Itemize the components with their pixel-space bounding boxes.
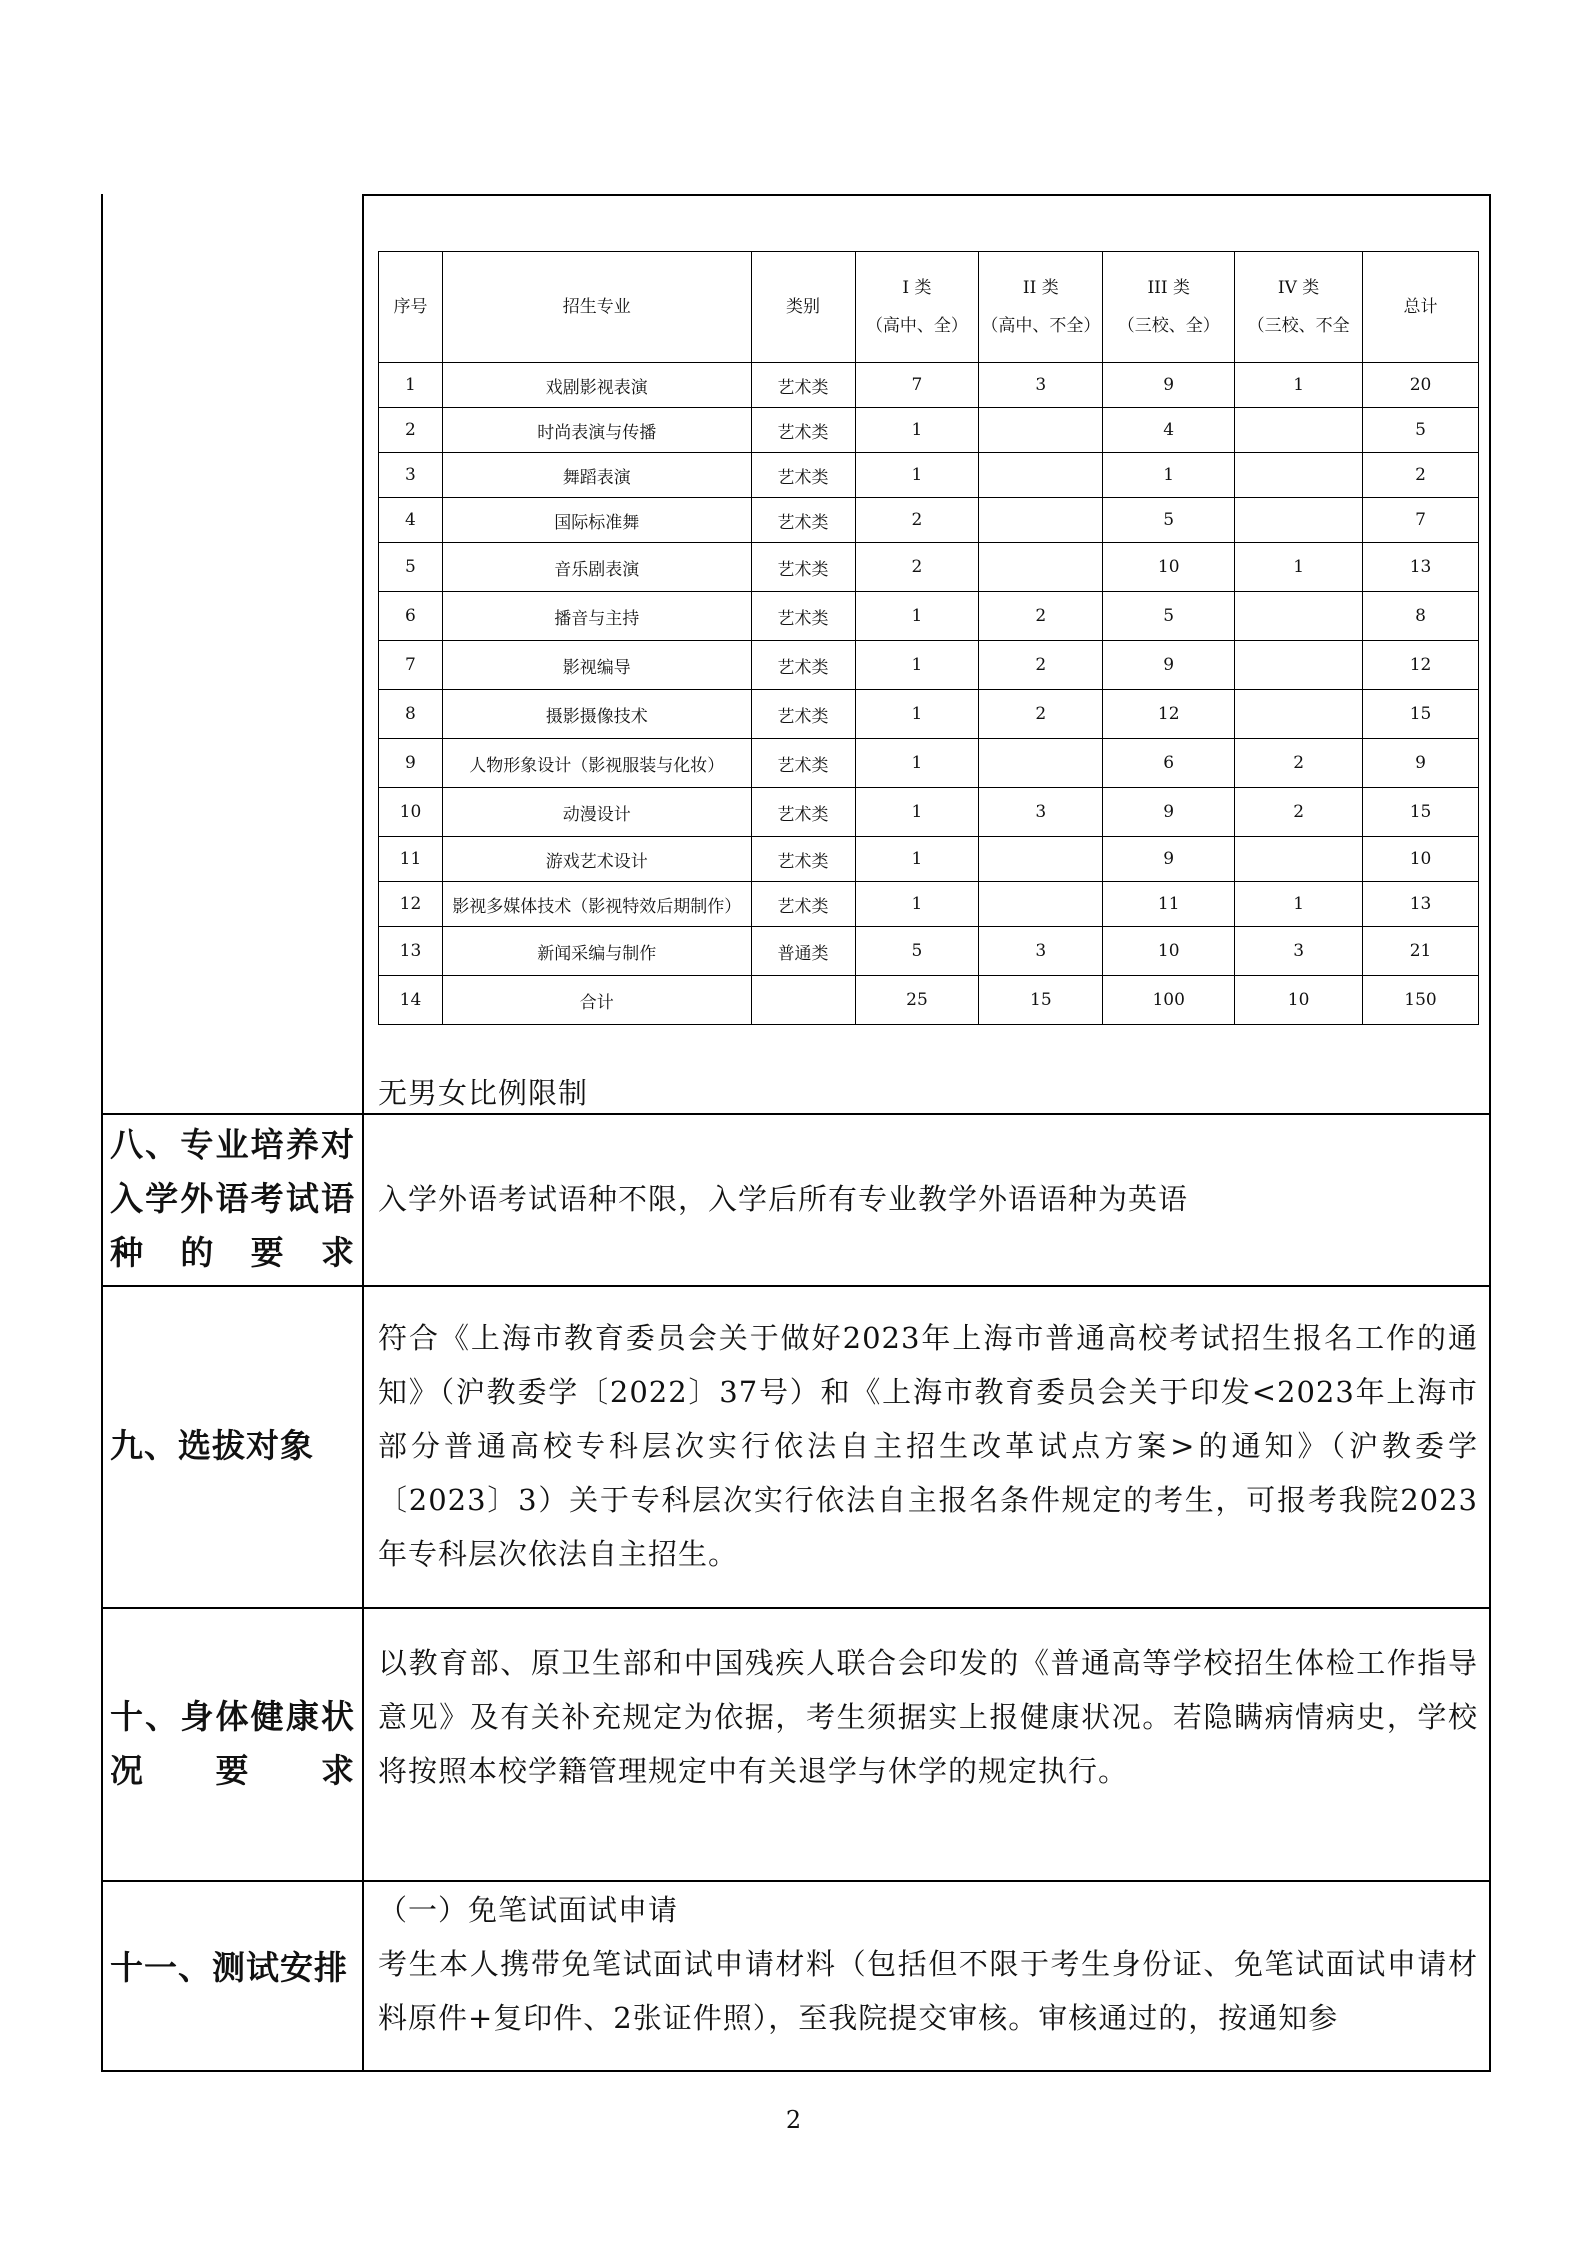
row-divider-section9 — [101, 1285, 1491, 1287]
table-row — [379, 543, 1479, 592]
cell-major: 影视编导 — [442, 641, 751, 690]
cell-category — [751, 976, 855, 1025]
cell-no: 12 — [379, 882, 443, 927]
cell-total: 150 — [1363, 976, 1479, 1025]
gender-note: 无男女比例限制 — [378, 1076, 589, 1110]
cell-c4 — [1235, 498, 1363, 543]
table-row — [379, 498, 1479, 543]
cell-c1: 1 — [855, 592, 979, 641]
cell-total: 20 — [1363, 363, 1479, 408]
header-class-1-name: I 类 — [902, 278, 932, 298]
header-class-4 — [1235, 252, 1363, 363]
header-class-1-sub: （高中、全） — [865, 316, 968, 336]
cell-c4: 2 — [1235, 788, 1363, 837]
cell-c1: 1 — [855, 408, 979, 453]
cell-category: 艺术类 — [751, 363, 855, 408]
section10-label: 十、身体健康状况要求 — [110, 1697, 355, 1790]
cell-major: 舞蹈表演 — [442, 453, 751, 498]
cell-c4: 2 — [1235, 739, 1363, 788]
cell-c1: 1 — [855, 788, 979, 837]
cell-c3: 100 — [1103, 976, 1235, 1025]
cell-no: 10 — [379, 788, 443, 837]
cell-c1: 1 — [855, 837, 979, 882]
cell-c1: 1 — [855, 739, 979, 788]
table-row — [379, 788, 1479, 837]
cell-no: 14 — [379, 976, 443, 1025]
table-row — [379, 837, 1479, 882]
cell-c3: 4 — [1103, 408, 1235, 453]
cell-no: 13 — [379, 927, 443, 976]
cell-no: 3 — [379, 453, 443, 498]
cell-c2 — [979, 882, 1103, 927]
header-class-3-name: III 类 — [1147, 278, 1190, 298]
column-divider — [362, 194, 364, 2072]
header-total: 总计 — [1363, 252, 1479, 363]
table-row — [379, 739, 1479, 788]
cell-c1: 2 — [855, 498, 979, 543]
table-row — [379, 363, 1479, 408]
cell-c4 — [1235, 592, 1363, 641]
cell-category: 艺术类 — [751, 453, 855, 498]
cell-c3: 10 — [1103, 543, 1235, 592]
header-class-2-name: II 类 — [1022, 278, 1059, 298]
table-row — [379, 976, 1479, 1025]
cell-c4 — [1235, 641, 1363, 690]
cell-no: 1 — [379, 363, 443, 408]
cell-c2 — [979, 453, 1103, 498]
cell-total: 5 — [1363, 408, 1479, 453]
header-class-2 — [979, 252, 1103, 363]
section11-subheading: （一）免笔试面试申请 — [378, 1893, 679, 1927]
cell-total: 13 — [1363, 543, 1479, 592]
cell-category: 艺术类 — [751, 641, 855, 690]
cell-category: 艺术类 — [751, 543, 855, 592]
section8-label: 八、专业培养对入学外语考试语种的要求 — [110, 1125, 355, 1272]
table-row — [379, 592, 1479, 641]
section11-text: 考生本人携带免笔试面试申请材料（包括但不限于考生身份证、免笔试面试申请材料原件+复印件、2张证件照），至我院提交审核。审核通过的，按通知参 — [378, 1947, 1478, 2035]
cell-c2: 2 — [979, 690, 1103, 739]
cell-c2: 3 — [979, 788, 1103, 837]
cell-c3: 11 — [1103, 882, 1235, 927]
cell-major: 新闻采编与制作 — [442, 927, 751, 976]
cell-category: 艺术类 — [751, 788, 855, 837]
cell-category: 艺术类 — [751, 592, 855, 641]
cell-no: 6 — [379, 592, 443, 641]
row-divider-section10 — [101, 1607, 1491, 1609]
cell-total: 13 — [1363, 882, 1479, 927]
cell-no: 7 — [379, 641, 443, 690]
cell-major: 动漫设计 — [442, 788, 751, 837]
cell-c1: 7 — [855, 363, 979, 408]
cell-no: 8 — [379, 690, 443, 739]
header-major: 招生专业 — [442, 252, 751, 363]
cell-total: 2 — [1363, 453, 1479, 498]
table-header-row — [379, 252, 1479, 363]
cell-total: 8 — [1363, 592, 1479, 641]
cell-c2 — [979, 739, 1103, 788]
cell-c4 — [1235, 408, 1363, 453]
cell-c4 — [1235, 837, 1363, 882]
cell-c4: 3 — [1235, 927, 1363, 976]
cell-c1: 5 — [855, 927, 979, 976]
cell-c3: 9 — [1103, 641, 1235, 690]
cell-major: 播音与主持 — [442, 592, 751, 641]
cell-c4: 10 — [1235, 976, 1363, 1025]
header-class-2-sub: （高中、不全） — [981, 316, 1101, 336]
cell-major: 戏剧影视表演 — [442, 363, 751, 408]
page-number: 2 — [785, 2106, 802, 2134]
cell-no: 4 — [379, 498, 443, 543]
table-row — [379, 927, 1479, 976]
cell-c3: 5 — [1103, 498, 1235, 543]
cell-c4: 1 — [1235, 363, 1363, 408]
cell-c3: 6 — [1103, 739, 1235, 788]
cell-major: 时尚表演与传播 — [442, 408, 751, 453]
table-row — [379, 453, 1479, 498]
table-row — [379, 882, 1479, 927]
header-class-3 — [1103, 252, 1235, 363]
cell-category: 艺术类 — [751, 739, 855, 788]
cell-category: 艺术类 — [751, 690, 855, 739]
table-row — [379, 408, 1479, 453]
header-class-1 — [855, 252, 979, 363]
cell-major: 影视多媒体技术（影视特效后期制作） — [442, 882, 751, 927]
cell-total: 15 — [1363, 690, 1479, 739]
cell-c2 — [979, 408, 1103, 453]
cell-category: 艺术类 — [751, 882, 855, 927]
cell-c2 — [979, 837, 1103, 882]
cell-c3: 9 — [1103, 363, 1235, 408]
cell-c3: 10 — [1103, 927, 1235, 976]
cell-major: 音乐剧表演 — [442, 543, 751, 592]
cell-major: 游戏艺术设计 — [442, 837, 751, 882]
header-no: 序号 — [379, 252, 443, 363]
section10-text: 以教育部、原卫生部和中国残疾人联合会印发的《普通高等学校招生体检工作指导意见》及有关补充规定为依据，考生须据实上报健康状况。若隐瞒病情病史，学校将按照本校学籍管理规定中有关退学与休学的规定执行。 — [378, 1646, 1478, 1788]
cell-no: 5 — [379, 543, 443, 592]
section9-label: 九、选拔对象 — [110, 1426, 314, 1465]
cell-c1: 1 — [855, 641, 979, 690]
cell-no: 11 — [379, 837, 443, 882]
row-divider-top — [362, 194, 1491, 196]
table-row — [379, 641, 1479, 690]
table-row — [379, 690, 1479, 739]
header-class-3-sub: （三校、全） — [1117, 316, 1220, 336]
section9-text: 符合《上海市教育委员会关于做好2023年上海市普通高校考试招生报名工作的通知》（沪教委学〔2022〕37号）和《上海市教育委员会关于印发<2023年上海市部分普通高校专科层次实行依法自主招生改革试点方案>的通知》（沪教委学〔2023〕3）关于专科层次实行依法自主报名条件规定的考生，可报考我院2023年专科层次依法自主招生。 — [378, 1321, 1478, 1571]
cell-c1: 1 — [855, 690, 979, 739]
row-divider-section11 — [101, 1880, 1491, 1882]
cell-no: 2 — [379, 408, 443, 453]
cell-total: 9 — [1363, 739, 1479, 788]
cell-major: 合计 — [442, 976, 751, 1025]
cell-c2: 2 — [979, 592, 1103, 641]
cell-total: 10 — [1363, 837, 1479, 882]
header-class-4-name: IV 类 — [1277, 278, 1320, 298]
cell-category: 艺术类 — [751, 408, 855, 453]
cell-category: 艺术类 — [751, 837, 855, 882]
cell-c3: 5 — [1103, 592, 1235, 641]
cell-c2: 3 — [979, 363, 1103, 408]
cell-c1: 1 — [855, 453, 979, 498]
cell-c4 — [1235, 453, 1363, 498]
header-class-4-sub: （三校、不全 — [1247, 316, 1350, 336]
cell-c2: 15 — [979, 976, 1103, 1025]
cell-c2: 2 — [979, 641, 1103, 690]
cell-total: 15 — [1363, 788, 1479, 837]
table-body — [379, 363, 1479, 1025]
section8-text: 入学外语考试语种不限，入学后所有专业教学外语语种为英语 — [378, 1182, 1189, 1216]
cell-c2: 3 — [979, 927, 1103, 976]
cell-c1: 1 — [855, 882, 979, 927]
cell-total: 12 — [1363, 641, 1479, 690]
cell-major: 国际标准舞 — [442, 498, 751, 543]
cell-c4: 1 — [1235, 543, 1363, 592]
cell-c2 — [979, 543, 1103, 592]
cell-category: 艺术类 — [751, 498, 855, 543]
cell-major: 人物形象设计（影视服装与化妆） — [442, 739, 751, 788]
cell-c3: 1 — [1103, 453, 1235, 498]
cell-c4 — [1235, 690, 1363, 739]
cell-c3: 9 — [1103, 788, 1235, 837]
cell-no: 9 — [379, 739, 443, 788]
section11-label: 十一、测试安排 — [110, 1948, 348, 1987]
cell-c3: 12 — [1103, 690, 1235, 739]
header-category: 类别 — [751, 252, 855, 363]
cell-c1: 2 — [855, 543, 979, 592]
cell-total: 21 — [1363, 927, 1479, 976]
cell-c1: 25 — [855, 976, 979, 1025]
enrollment-quota-table — [378, 251, 1479, 1025]
cell-category: 普通类 — [751, 927, 855, 976]
cell-c2 — [979, 498, 1103, 543]
cell-c3: 9 — [1103, 837, 1235, 882]
cell-major: 摄影摄像技术 — [442, 690, 751, 739]
cell-c4: 1 — [1235, 882, 1363, 927]
cell-total: 7 — [1363, 498, 1479, 543]
